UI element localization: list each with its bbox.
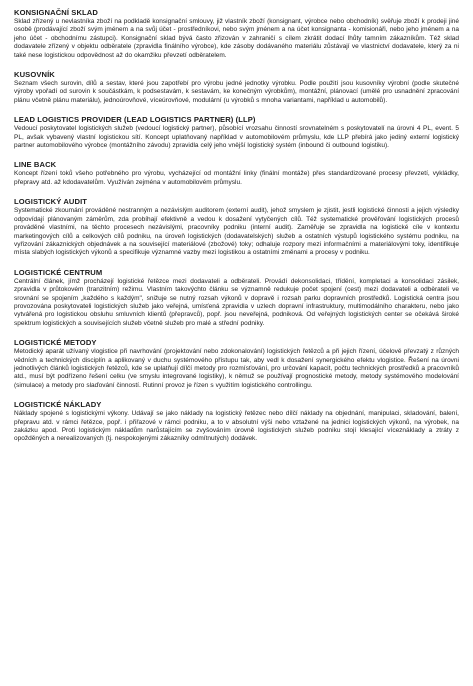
glossary-entry-line-back [14, 160, 459, 187]
entry-description: Náklady spojené s logistickými výkony. Udávají se jako náklady na logistický řetězec nebo dílčí náklady na objednání, manipulaci, skladování, balení, přepravu atd. v rámci řetězce, popř. i přiřazové v rámci podniku, a to v absolutní výši nebo vztažené na jednici logistických výkonů, na výrobek, na zakázku apod. Proti logistickým nákladům narůstajícím se zvyšováním úrovně logistických služeb podniku stojí klesající víceznáklady a ztráty z opožděných a nerealizovaných (tj. nespokojenými zákazníky odmítnutých) dodávek. [14, 410, 459, 443]
entry-term: LOGISTICKÉ METODY [14, 338, 97, 348]
entry-term: KONSIGNAČNÍ SKLAD [14, 8, 98, 17]
glossary-entry-logisticke-naklady [14, 400, 459, 444]
glossary-entry-logisticke-centrum [14, 268, 459, 328]
entry-description: Koncept řízení toků všeho potřebného pro výrobu, vycházející od montážní linky (finální montáže) přes standardizované procesy převzetí, vykládky, přepravy atd. až kdodavatelům. Využíván zejména v automobilovém průmyslu. [14, 170, 459, 186]
entry-description: Centrální článek, jímž procházejí logistické řetězce mezi dodavateli a odběrateli. Provádí dekonsolidaci, třídění, kompletaci a konsolidaci zásilek, zpravidla v průtokovém (tranzitním) režimu. Vlastním takovýchto článku se významně redukuje počet spojení (cest) mezi dodavateli a odběrateli ve srovnání se spojením „každého s každým", snižuje se nutný rozsah výkonů v dopravě i rozsah parku dopravních prostředků. Logistická centra jsou provozována poskytovateli logistických služeb jako veřejná, umísťená zpravidla v uzlech dopravní infrastruktury, multimodálního charakteru, nebo jako vytvářená pro logistickou obsluhu smluvních klientů (přepravců), popř. jsou neveřejná, podniková. Od veřejných logistických center se očekává široké spektrum logistických a souvisejících služeb včetně služeb pro malé a střední podniky. [14, 277, 459, 327]
entry-description: Systematické zkoumání prováděné nestranným a nezávislým auditorem (externí audit), jehož smyslem je zjistit, jestli logistické činnosti a jejich výsledky odpovídají plánovaným záměrům, zda probíhají efektivně a vedou k dosažení vytyčených cílů. Též systematické prověřování logistických procesů prováděné vlastními, na těchto procesech nezávislými, pracovníky podniku (interní audit). Zaměřuje se zpravidla na logistické cíle v kontextu marketingových cílů a celkových cílů podniku, na úroveň logistických (dodavatelských) služeb a ostatních výstupů logistického systému podniku, na vyřizování zákaznických objednávek a na související materiálové (zbožové) toky; odhaluje rozpory mezi informačními a materiálovými toky, identifikuje místa slabých logistických výkonů a specifikuje významné vazby mezi logistikou a ostatními změnami a procesy v podniku. [14, 207, 459, 257]
glossary-entry-kusovnik [14, 70, 459, 105]
entry-term: LINE BACK [14, 160, 57, 170]
glossary-entry-lead-logistics-provider [14, 115, 459, 150]
glossary-entry-konsignacni-sklad [14, 8, 459, 60]
entry-term: LOGISTICKÝ AUDIT [14, 197, 88, 207]
entry-description: Vedoucí poskytovatel logistických služeb (vedoucí logistický partner), působící vrozsahu činností srovnatelném s poskytovatelí na úrovni 4 PL, event. 5 PL, avšak vybavený vlastní logistickou sítí. Koncept uplatňovaný například v automobilovém průmyslu, kde LLP přebírá jako jediný externí logistický partner automobilového výrobce (montážního závodu) zpravidla celý jeho vnější logistický systém (inbound či outbound logistiku). [14, 125, 459, 150]
entry-description: Seznam všech surovin, dílů a sestav, které jsou zapotřebí pro výrobu jedné jednotky výrobku. Podle použití jsou kusovníky výrobní (podle skutečné výroby vpořadí od surovin k součástkám, k podsestavám, k sestavám, ke konečným výrobkům), montážní, plánovací (umělé pro usnadnění zpracování plánu včetně plánu materiálu), jednoúrovňové, víceúrovňové, modulární (u výrobků s mnoha variantami, například u automobilů). [14, 80, 459, 104]
entry-term: KUSOVNÍK [14, 70, 55, 80]
entry-description: Metodický aparát užívaný vlogistice při navrhování (projektování nebo zdokonalování) logistických řetězců a při jejich řízení, účelově převzatý z různých vědních a technických disciplín a aplikovaný v duchu systémového přístupu tak, aby vedl k dosažení synergického efektu vlogistice. Řešení na úrovni jednotlivých článků logistických řetězců, kde se uplatňují dílčí metody pro rozmísťování, pro určování kapacit, počtu technických prostředků a pracovníků atd., musí být podřízeno řešení celku (ve smyslu integrované logistiky), k němuž se používají prognostické metody, metody systémového modelování (simulace) a metody pro slaďování činností. Rutinní provoz je řízen s využitím logistického controllingu. [14, 348, 459, 389]
entry-term: LEAD LOGISTICS PROVIDER (LEAD LOGISTICS PARTNER) (LLP) [14, 115, 256, 125]
glossary-entry-logisticky-audit [14, 197, 459, 257]
entry-description: Sklad zřízený u nevlastníka zboží na podkladě konsignační smlouvy, již vlastník zboží (konsignant, výrobce nebo obchodník) svěřuje zboží k prodeji jiné osobě (prodávající zboží svým jménem a na svůj účet - prostředníkovi, nebo svým jménem a na účet konsignanta - komisionáři, nebo jeho jménem a na jeho účet - obchodnímu zástupci). Konsignační sklad bývá často zřizován v zahraničí s cílem zkrátit dodací lhůty tamním zákazníkům. Též sklad dodavatele zřízený v objektu odběratele (zpravidla finálního výrobce), kde zásoby dodávaného materiálu zůstávají ve vlastnictví dodavatele, který za ni také nese logistickou odpovědnost až do okamžiku převzetí odběratelem. [14, 18, 459, 59]
entry-term: LOGISTICKÉ NÁKLADY [14, 400, 102, 410]
entry-term: LOGISTICKÉ CENTRUM [14, 267, 103, 277]
glossary-entry-logisticke-metody [14, 338, 459, 390]
